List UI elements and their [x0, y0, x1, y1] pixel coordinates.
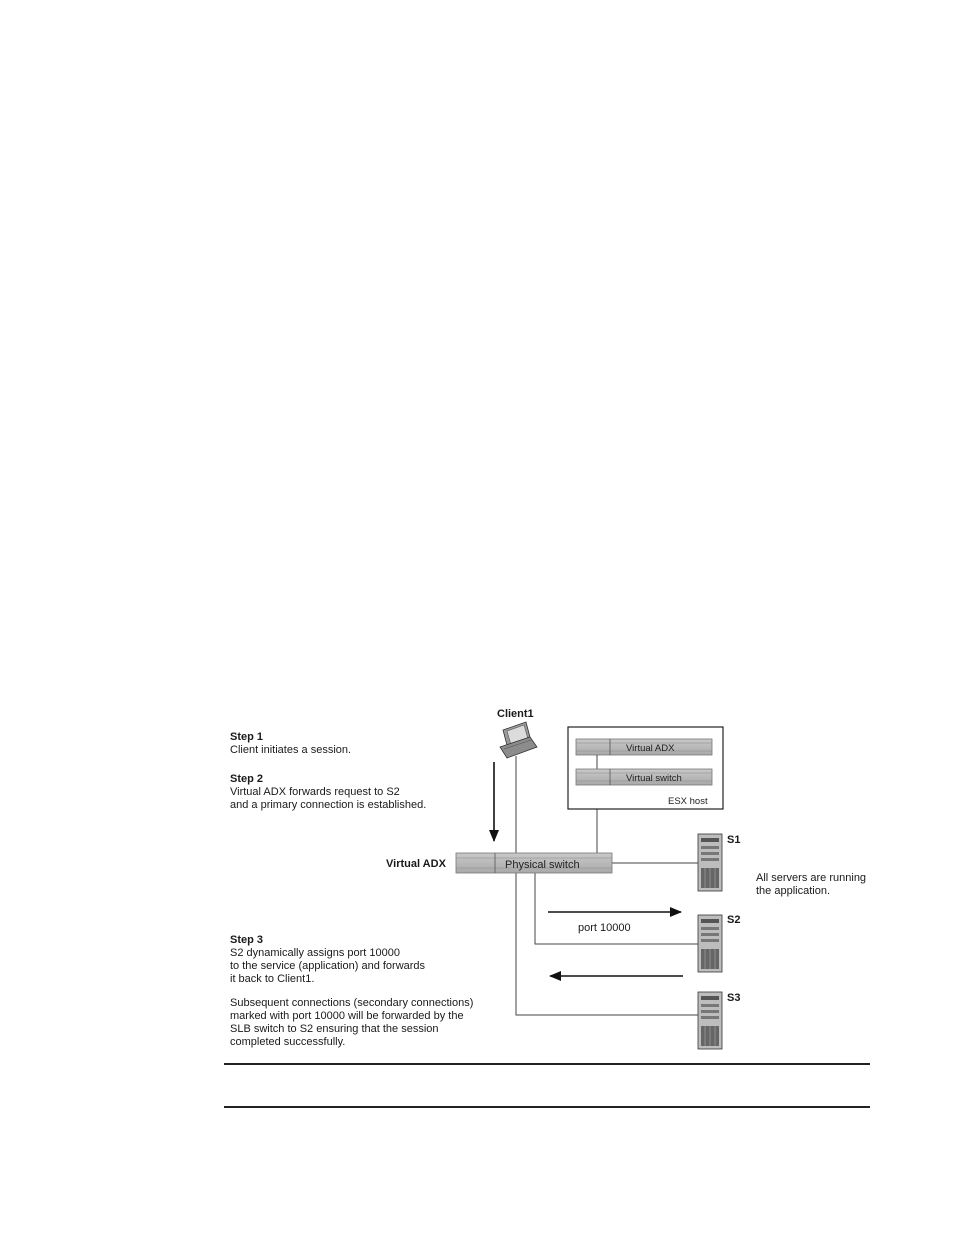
step3-block: [230, 934, 425, 986]
step3-line: S2 dynamically assigns port 10000: [230, 947, 400, 959]
note-line: completed successfully.: [230, 1036, 346, 1048]
server-s3-icon: [698, 992, 722, 1049]
secondary-connection-note: [230, 997, 473, 1049]
esx-virtual-switch-label: Virtual switch: [626, 773, 682, 784]
step2-title: Step 2: [230, 773, 264, 785]
server-s3-label: S3: [727, 992, 741, 1004]
step3-title: Step 3: [230, 934, 264, 946]
esx-virtual-adx-label: Virtual ADX: [626, 743, 675, 754]
servers-note-line: All servers are running: [756, 872, 867, 884]
servers-note: [756, 872, 866, 898]
server-s2-icon: [698, 915, 722, 972]
bottom-rule: [224, 1106, 870, 1108]
port-label: port 10000: [578, 922, 631, 934]
step1-line: Client initiates a session.: [230, 744, 352, 756]
step3-line: it back to Client1.: [230, 973, 315, 985]
esx-host-label: ESX host: [668, 796, 708, 807]
step2-block: [230, 773, 426, 812]
step1-block: [230, 731, 351, 757]
note-line: SLB switch to S2 ensuring that the session: [230, 1023, 439, 1035]
step2-line: Virtual ADX forwards request to S2: [230, 786, 400, 798]
virtual-adx-label: Virtual ADX: [386, 858, 446, 870]
server-s1-label: S1: [727, 834, 741, 846]
step3-line: to the service (application) and forwards: [230, 960, 426, 972]
server-s1-icon: [698, 834, 722, 891]
server-s2-label: S2: [727, 914, 741, 926]
step2-line: and a primary connection is established.: [230, 799, 427, 811]
client-label: Client1: [497, 708, 534, 720]
client-computer-icon: [500, 722, 537, 758]
note-line: Subsequent connections (secondary connections): [230, 997, 474, 1009]
top-rule: [224, 1063, 870, 1065]
servers-note-line: the application.: [756, 885, 830, 897]
step1-title: Step 1: [230, 731, 264, 743]
physical-switch-label: Physical switch: [505, 859, 580, 871]
note-line: marked with port 10000 will be forwarded by the: [230, 1010, 464, 1022]
